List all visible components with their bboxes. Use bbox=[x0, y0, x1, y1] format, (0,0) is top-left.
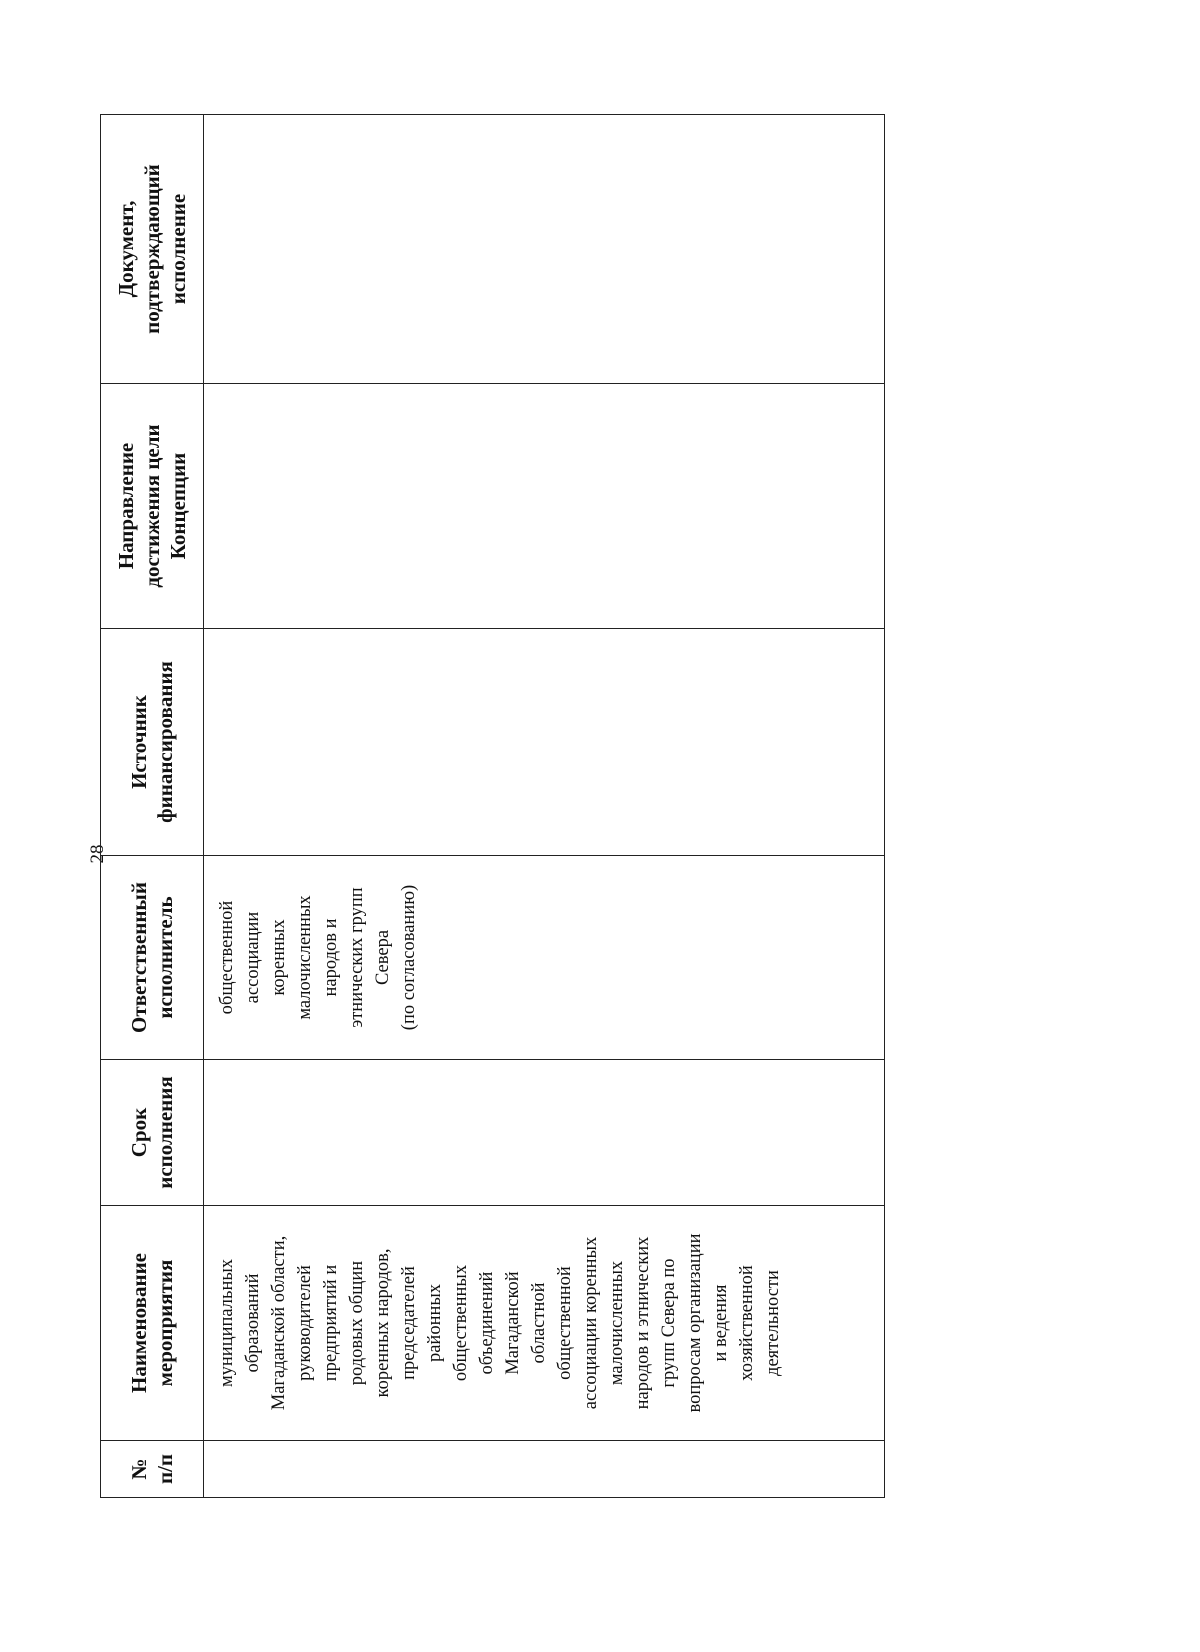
header-document: Документ, подтверждающий исполнение bbox=[101, 115, 204, 384]
cell-financing bbox=[204, 629, 885, 856]
page-number: 28 bbox=[87, 844, 108, 864]
rotated-table-wrapper bbox=[100, 115, 885, 1498]
cell-number bbox=[204, 1441, 885, 1498]
cell-responsible: общественной ассоциации коренных малочисленных народов и этнических групп Севера (по согласованию) bbox=[204, 856, 885, 1060]
header-responsible: Ответственный исполнитель bbox=[101, 856, 204, 1060]
header-number: № п/п bbox=[101, 1441, 204, 1498]
table-row bbox=[204, 115, 885, 1498]
cell-deadline bbox=[204, 1060, 885, 1206]
cell-direction bbox=[204, 384, 885, 629]
activities-table bbox=[100, 114, 885, 1498]
header-deadline: Срок исполнения bbox=[101, 1060, 204, 1206]
cell-event-name: муниципальных образований Магаданской области, руководителей предприятий и родовых общин коренных народов, председателей районных общественных объединений Магаданской областной общественной ассоциации коренных малочисленных народов и этнических групп Севера по вопросам организации и ведения хозяйственной деятельности bbox=[204, 1206, 885, 1441]
header-direction: Направление достижения цели Концепции bbox=[101, 384, 204, 629]
cell-document bbox=[204, 115, 885, 384]
header-event-name: Наименование мероприятия bbox=[101, 1206, 204, 1441]
table-header-row bbox=[101, 115, 204, 1498]
header-financing: Источник финансирования bbox=[101, 629, 204, 856]
